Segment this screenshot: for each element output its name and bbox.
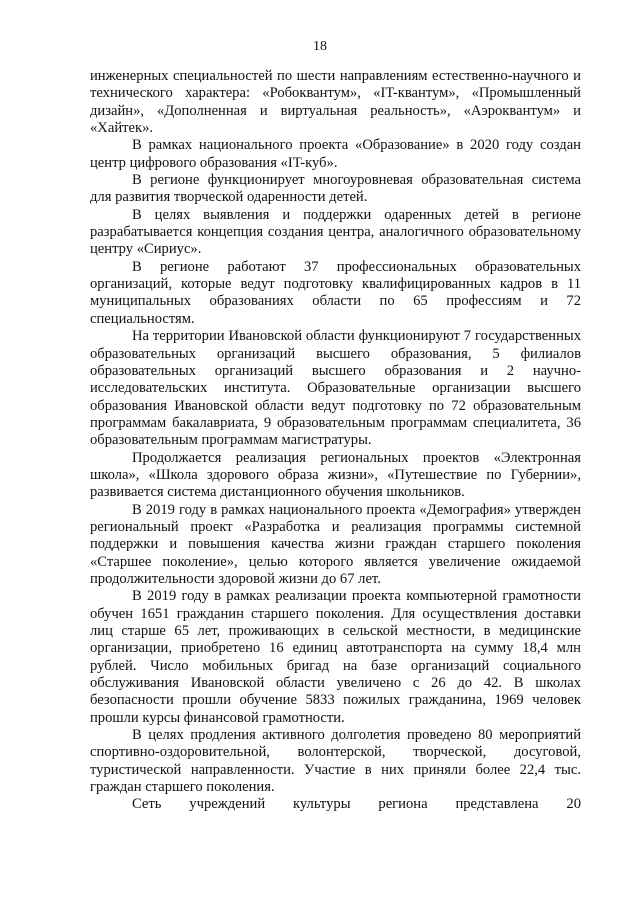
paragraph-regional-projects: Продолжается реализация региональных проектов «Электронная школа», «Школа здорового образа жизни», «Путешествие по Губернии», развивается система дистанционного обучения школьников. [90,449,581,501]
paragraph-culture-network: Сеть учреждений культуры региона представлена 20 [132,796,581,813]
page-number: 18 [313,39,327,54]
body-text [90,68,581,814]
paragraph-higher-education: На территории Ивановской области функционируют 7 государственных образовательных организаций высшего образования, 5 филиалов образовательных организаций высшего образования и 2 научно-исследовательских института. Образовательные организации высшего образования Ивановской области ведут подготовку по 72 образовательным программам бакалавриата, 9 образовательным программам специалитета, 36 образовательным программам магистратуры. [90,328,581,449]
paragraph-it-cube: В рамках национального проекта «Образование» в 2020 году создан центр цифрового образования «IT-куб». [90,137,581,171]
paragraph-computer-literacy: В 2019 году в рамках реализации проекта компьютерной грамотности обучен 1651 гражданин старшего поколения. Для осуществления доставки лиц старше 65 лет, проживающих в сельской местности, в медицинские организации, приобретено 16 единиц автотранспорта на сумму 18,4 млн рублей. Число мобильных бригад на базе организаций социального обслуживания Ивановской области увеличено с 26 до 42. В школах безопасности прошли обучение 5833 пожилых гражданина, 1969 человек прошли курсы финансовой грамотности. [90,588,581,726]
paragraph-demography-project: В 2019 году в рамках национального проекта «Демография» утвержден региональный проект «Разработка и реализация программы системной поддержки и повышения качества жизни граждан старшего поколения «Старшее поколение», целью которого является увеличение ожидаемой продолжительности здоровой жизни до 67 лет. [90,501,581,587]
paragraph-multilevel-system: В регионе функционирует многоуровневая образовательная система для развития творческой одаренности детей. [90,172,581,206]
paragraph-professional-organizations: В регионе работают 37 профессиональных образовательных организаций, которые ведут подготовку квалифицированных кадров в 11 муниципальных образованиях области по 65 профессиям и 72 специальностям. [90,258,581,327]
paragraph-active-longevity: В целях продления активного долголетия проведено 80 мероприятий спортивно-оздоровительной, волонтерской, творческой, досуговой, туристической направленности. Участие в них приняли более 22,4 тыс. граждан старшего поколения. [90,727,581,796]
paragraph-continuation: инженерных специальностей по шести направлениям естественно-научного и технического характера: «Робоквантум», «IT-квантум», «Промышленный дизайн», «Дополненная и виртуальная реальность», «Аэроквантум» и «Хайтек». [90,68,581,137]
paragraph-sirius-center: В целях выявления и поддержки одаренных детей в регионе разрабатывается концепция создания центра, аналогичного образовательному центру «Сириус». [90,206,581,258]
